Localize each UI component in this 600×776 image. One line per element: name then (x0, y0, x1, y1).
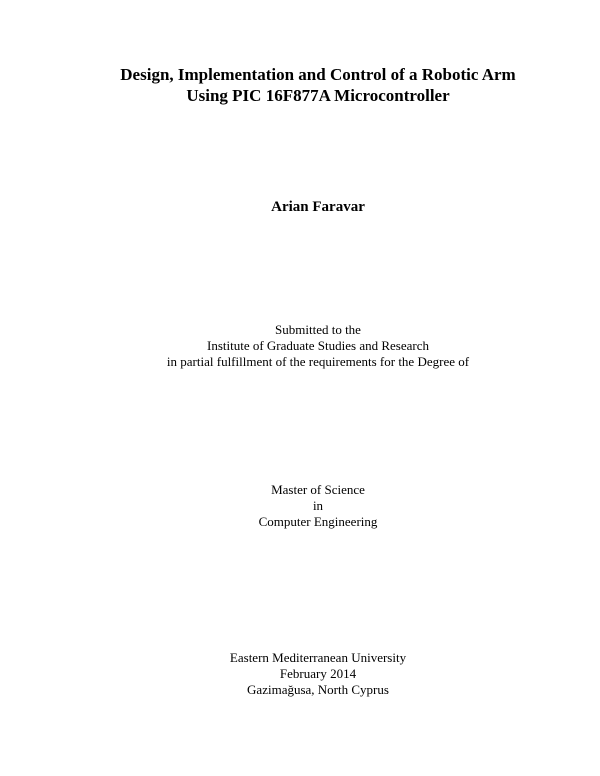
author-name-text: Arian Faravar (271, 199, 365, 215)
university-location: Gazimağusa, North Cyprus (247, 682, 389, 697)
degree-field: Computer Engineering (258, 514, 378, 529)
submission-line-2: Institute of Graduate Studies and Research (206, 338, 429, 353)
thesis-title-line-2: Using PIC 16F877A Microcontroller (186, 86, 450, 105)
degree-name: Master of Science (271, 482, 365, 497)
thesis-title-line-1: Design, Implementation and Control of a Robotic Arm (120, 65, 516, 84)
submission-line-3: in partial fulfillment of the requirements for the Degree of (166, 354, 470, 369)
degree-connector: in (312, 498, 324, 513)
author-name (18, 198, 600, 216)
university-name: Eastern Mediterranean University (229, 650, 407, 665)
submission-statement (18, 322, 600, 370)
degree-block (18, 482, 600, 530)
submission-line-1: Submitted to the (275, 322, 361, 337)
institution-block (18, 650, 600, 698)
thesis-title (18, 64, 600, 106)
submission-date: February 2014 (279, 666, 357, 681)
